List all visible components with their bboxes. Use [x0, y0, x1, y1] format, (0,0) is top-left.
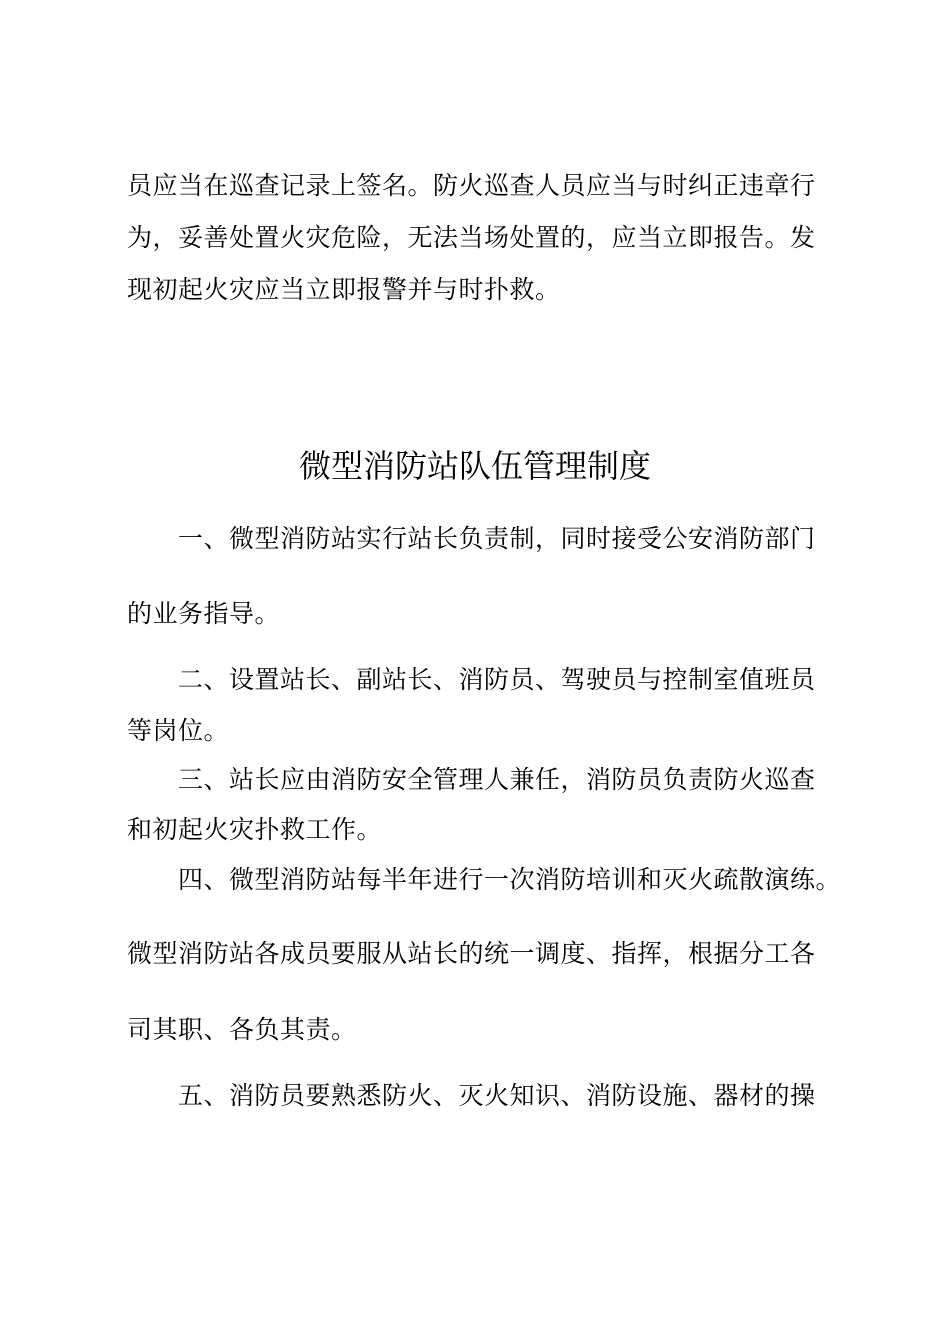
rule-line: 司其职、各负其责。	[127, 1015, 357, 1044]
rule-line: 等岗位。	[127, 716, 230, 745]
rule-line: 和初起火灾扑救工作。	[127, 815, 383, 844]
paragraph-line: 为，妥善处置火灾危险，无法当场处置的，应当立即报告。发	[127, 223, 816, 252]
paragraph-line: 员应当在巡查记录上签名。防火巡查人员应当与时纠正违章行	[127, 171, 816, 200]
paragraph-line: 现初起火灾应当立即报警并与时扑救。	[127, 275, 561, 304]
rule-line: 微型消防站各成员要服从站长的统一调度、指挥，根据分工各	[127, 939, 816, 968]
rule-line: 五、消防员要熟悉防火、灭火知识、消防设施、器材的操	[178, 1081, 816, 1110]
rule-line: 的业务指导。	[127, 599, 281, 628]
rule-line: 三、站长应由消防安全管理人兼任，消防员负责防火巡查	[178, 765, 816, 794]
rule-line: 一、微型消防站实行站长负责制，同时接受公安消防部门	[178, 524, 816, 553]
rule-line: 二、设置站长、副站长、消防员、驾驶员与控制室值班员	[178, 665, 816, 694]
rule-line: 四、微型消防站每半年进行一次消防培训和灭火疏散演练。	[178, 865, 842, 894]
section-title: 微型消防站队伍管理制度	[298, 447, 651, 485]
